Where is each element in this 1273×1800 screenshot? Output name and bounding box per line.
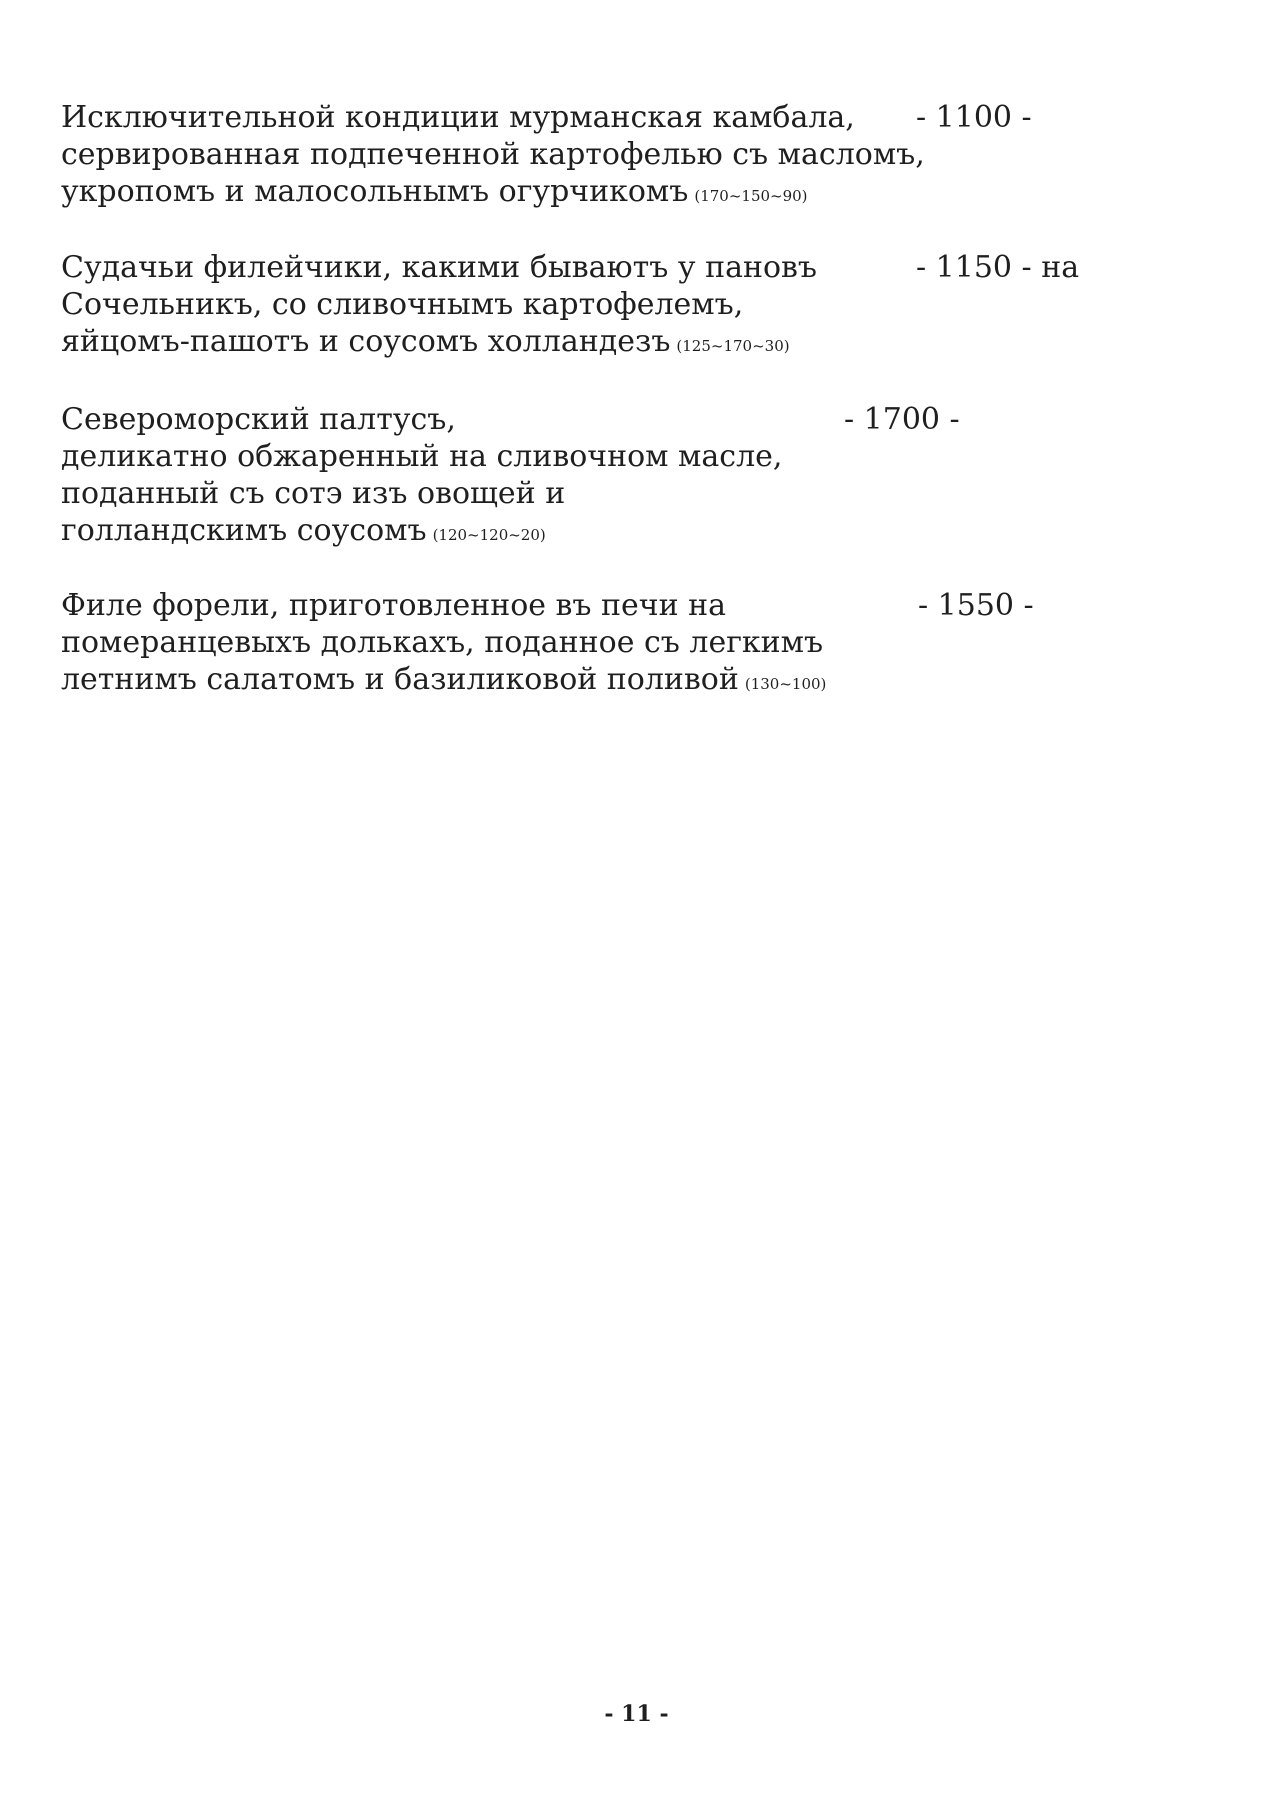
dish-description-text: укропомъ и малосольнымъ огурчикомъ	[61, 174, 689, 209]
dish-description-line: Филе форели, приготовленное въ печи на	[61, 588, 727, 623]
dish-description-line	[61, 513, 546, 553]
dish-price: - 1100 -	[916, 100, 1032, 135]
dish-description-line: сервированная подпеченной картофелью съ масломъ,	[61, 137, 925, 172]
dish-description-text: летнимъ салатомъ и базиликовой поливой	[61, 662, 739, 697]
dish-description-line	[61, 324, 790, 364]
dish-weight: (130~100)	[744, 675, 827, 693]
dish-description-line: Исключительной кондиции мурманская камбала,	[61, 100, 855, 135]
dish-weight: (120~120~20)	[432, 526, 546, 544]
dish-price: - 1150 - на	[916, 250, 1080, 285]
dish-weight: (170~150~90)	[694, 187, 808, 205]
dish-description-line: деликатно обжаренный на сливочном масле,	[61, 439, 783, 474]
dish-description-line: померанцевыхъ долькахъ, поданное съ легкимъ	[61, 625, 824, 660]
dish-description-line: Сочельникъ, со сливочнымъ картофелемъ,	[61, 287, 744, 322]
page-number: - 11 -	[604, 1701, 669, 1727]
dish-description-line	[61, 174, 808, 214]
dish-description-line: Североморский палтусъ,	[61, 402, 456, 437]
dish-weight: (125~170~30)	[676, 337, 790, 355]
dish-description-line	[61, 662, 826, 702]
dish-description-text: голландскимъ соусомъ	[61, 513, 427, 548]
dish-description-line: Судачьи филейчики, какими бываютъ у пановъ	[61, 250, 817, 285]
dish-price: - 1550 -	[918, 588, 1034, 623]
dish-price: - 1700 -	[844, 402, 960, 437]
dish-description-line: поданный съ сотэ изъ овощей и	[61, 476, 566, 511]
dish-description-text: яйцомъ-пашотъ и соусомъ холландезъ	[61, 324, 671, 359]
